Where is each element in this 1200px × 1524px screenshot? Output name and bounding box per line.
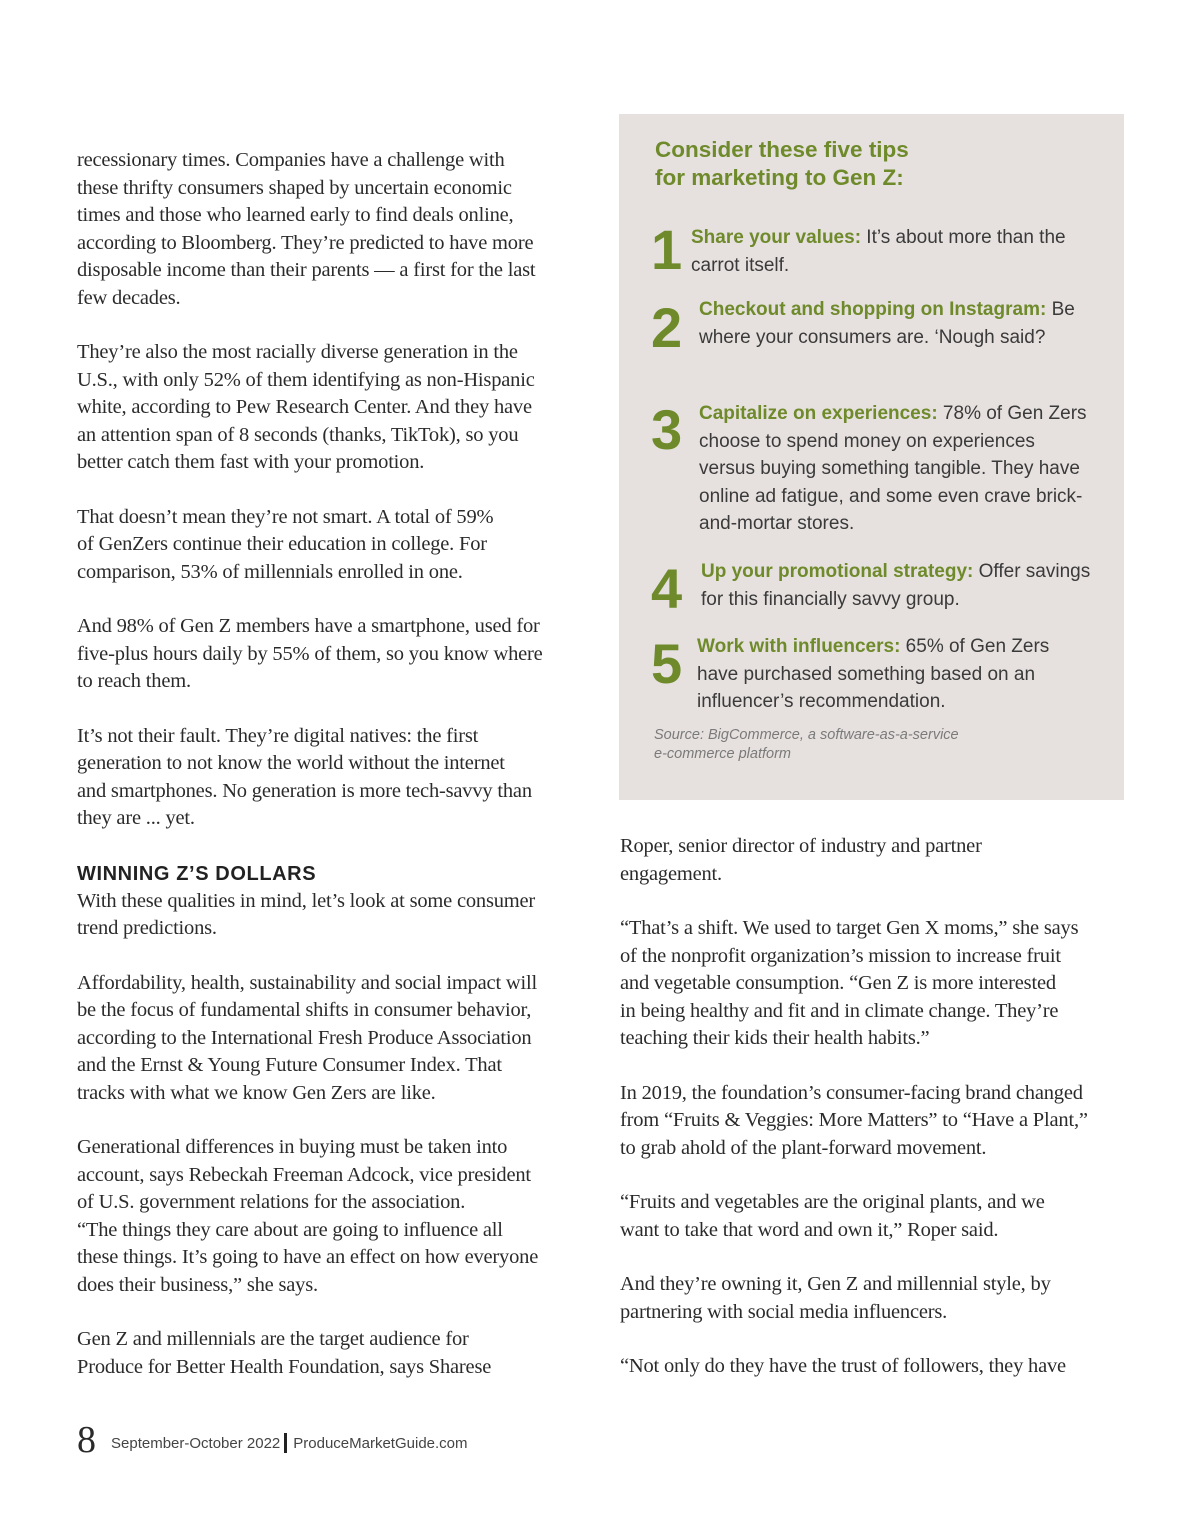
tip-heading: Work with influencers: (697, 636, 901, 657)
body-paragraph: With these qualities in mind, let’s look at some consumer trend predictions. (77, 889, 536, 939)
body-paragraph: “Fruits and vegetables are the original plants, and we want to take that word and own it,” Roper said. (620, 1191, 1045, 1241)
body-paragraph: It’s not their fault. They’re digital natives: the first generation to not know the world without the internet and smartphones. No generation is more tech-savvy than they are ... yet. (77, 724, 532, 829)
tip-number: 5 (651, 632, 683, 695)
body-paragraph: Roper, senior director of industry and partner engagement. (620, 835, 982, 885)
body-paragraph: That doesn’t mean they’re not smart. A total of 59% of GenZers continue their education in college. For comparison, 53% of millennials enrolled in one. (77, 505, 494, 583)
body-paragraph: “That’s a shift. We used to target Gen X moms,” she says of the nonprofit organization’s mission to increase fruit and vegetable consumption. “Gen Z is more interested in being healthy and fit and in climate change. They’re teaching their kids their health habits.” (620, 917, 1079, 1049)
page-number: 8 (77, 1419, 96, 1461)
body-paragraph: Affordability, health, sustainability and social impact will be the focus of fundamental shifts in consumer behavior, according to the International Fresh Produce Association and the Ernst & Young Future Consumer Index. That tracks with what we know Gen Zers are like. (77, 971, 537, 1104)
body-paragraph: Generational differences in buying must be taken into account, says Rebeckah Freeman Adcock, vice president of U.S. government relations for the association. “The things they care about are going to influence all these things. It’s going to have an effect on how everyone does their business,” she says. (77, 1136, 539, 1296)
tips-sidebar (619, 114, 1124, 800)
site-link[interactable]: ProduceMarketGuide.com (293, 1435, 468, 1452)
tip-heading: Share your values: (691, 227, 862, 248)
left-column (77, 147, 587, 1408)
tip-number: 2 (651, 296, 683, 359)
tip-number: 3 (651, 398, 683, 461)
tip-body: It’s about more than the carrot itself. (691, 227, 1066, 276)
body-paragraph: recessionary times. Companies have a challenge with these thrifty consumers shaped by uncertain economic times and those who learned early to find deals online, according to Bloomberg. They’re predicted to have more disposable income than their parents — a first for the last few decades. (77, 149, 536, 309)
right-column (620, 833, 1130, 1408)
source-note: Source: BigCommerce, a software-as-a-service e-commerce platform (654, 727, 959, 762)
tip-number: 1 (651, 218, 683, 281)
tip-heading: Checkout and shopping on Instagram: (699, 299, 1047, 320)
sidebar-title: Consider these five tips for marketing to Gen Z: (655, 137, 909, 190)
tip-heading: Capitalize on experiences: (699, 403, 938, 424)
footer-divider (284, 1433, 287, 1453)
tip-text (697, 633, 1092, 716)
tip-text (699, 400, 1094, 538)
body-paragraph: And 98% of Gen Z members have a smartphone, used for five-plus hours daily by 55% of them, so you know where to reach them. (77, 615, 543, 692)
tip-text (701, 558, 1096, 613)
body-paragraph: They’re also the most racially diverse generation in the U.S., with only 52% of them identifying as non-Hispanic white, according to Pew Research Center. And they have an attention span of 8 seconds (thanks, TikTok), so you better catch them fast with your promotion. (77, 341, 535, 473)
tip-body: 65% of Gen Zers have purchased something based on an influencer’s recommendation. (697, 636, 1050, 712)
body-paragraph: Gen Z and millennials are the target audience for Produce for Better Health Foundation, says Sharese (77, 1328, 492, 1378)
footer-text (111, 1433, 468, 1453)
tip-text (699, 296, 1094, 351)
tip-body: 78% of Gen Zers choose to spend money on experiences versus buying something tangible. They have online ad fatigue, and some even crave brick-and-mortar stores. (699, 403, 1087, 534)
section-heading: WINNING Z’S DOLLARS (77, 862, 317, 885)
body-paragraph: “Not only do they have the trust of followers, they have (620, 1355, 1066, 1377)
tip-heading: Up your promotional strategy: (701, 561, 974, 582)
body-paragraph: In 2019, the foundation’s consumer-facing brand changed from “Fruits & Veggies: More Matters” to “Have a Plant,” to grab ahold of the plant-forward movement. (620, 1081, 1088, 1159)
tip-body: Be where your consumers are. ‘Nough said? (699, 299, 1075, 348)
tip-number: 4 (651, 557, 683, 620)
issue-date: September-October 2022 (111, 1435, 281, 1452)
body-paragraph: And they’re owning it, Gen Z and millennial style, by partnering with social media influencers. (620, 1273, 1051, 1323)
tip-body: Offer savings for this financially savvy group. (701, 561, 1091, 610)
tip-text (691, 224, 1086, 279)
